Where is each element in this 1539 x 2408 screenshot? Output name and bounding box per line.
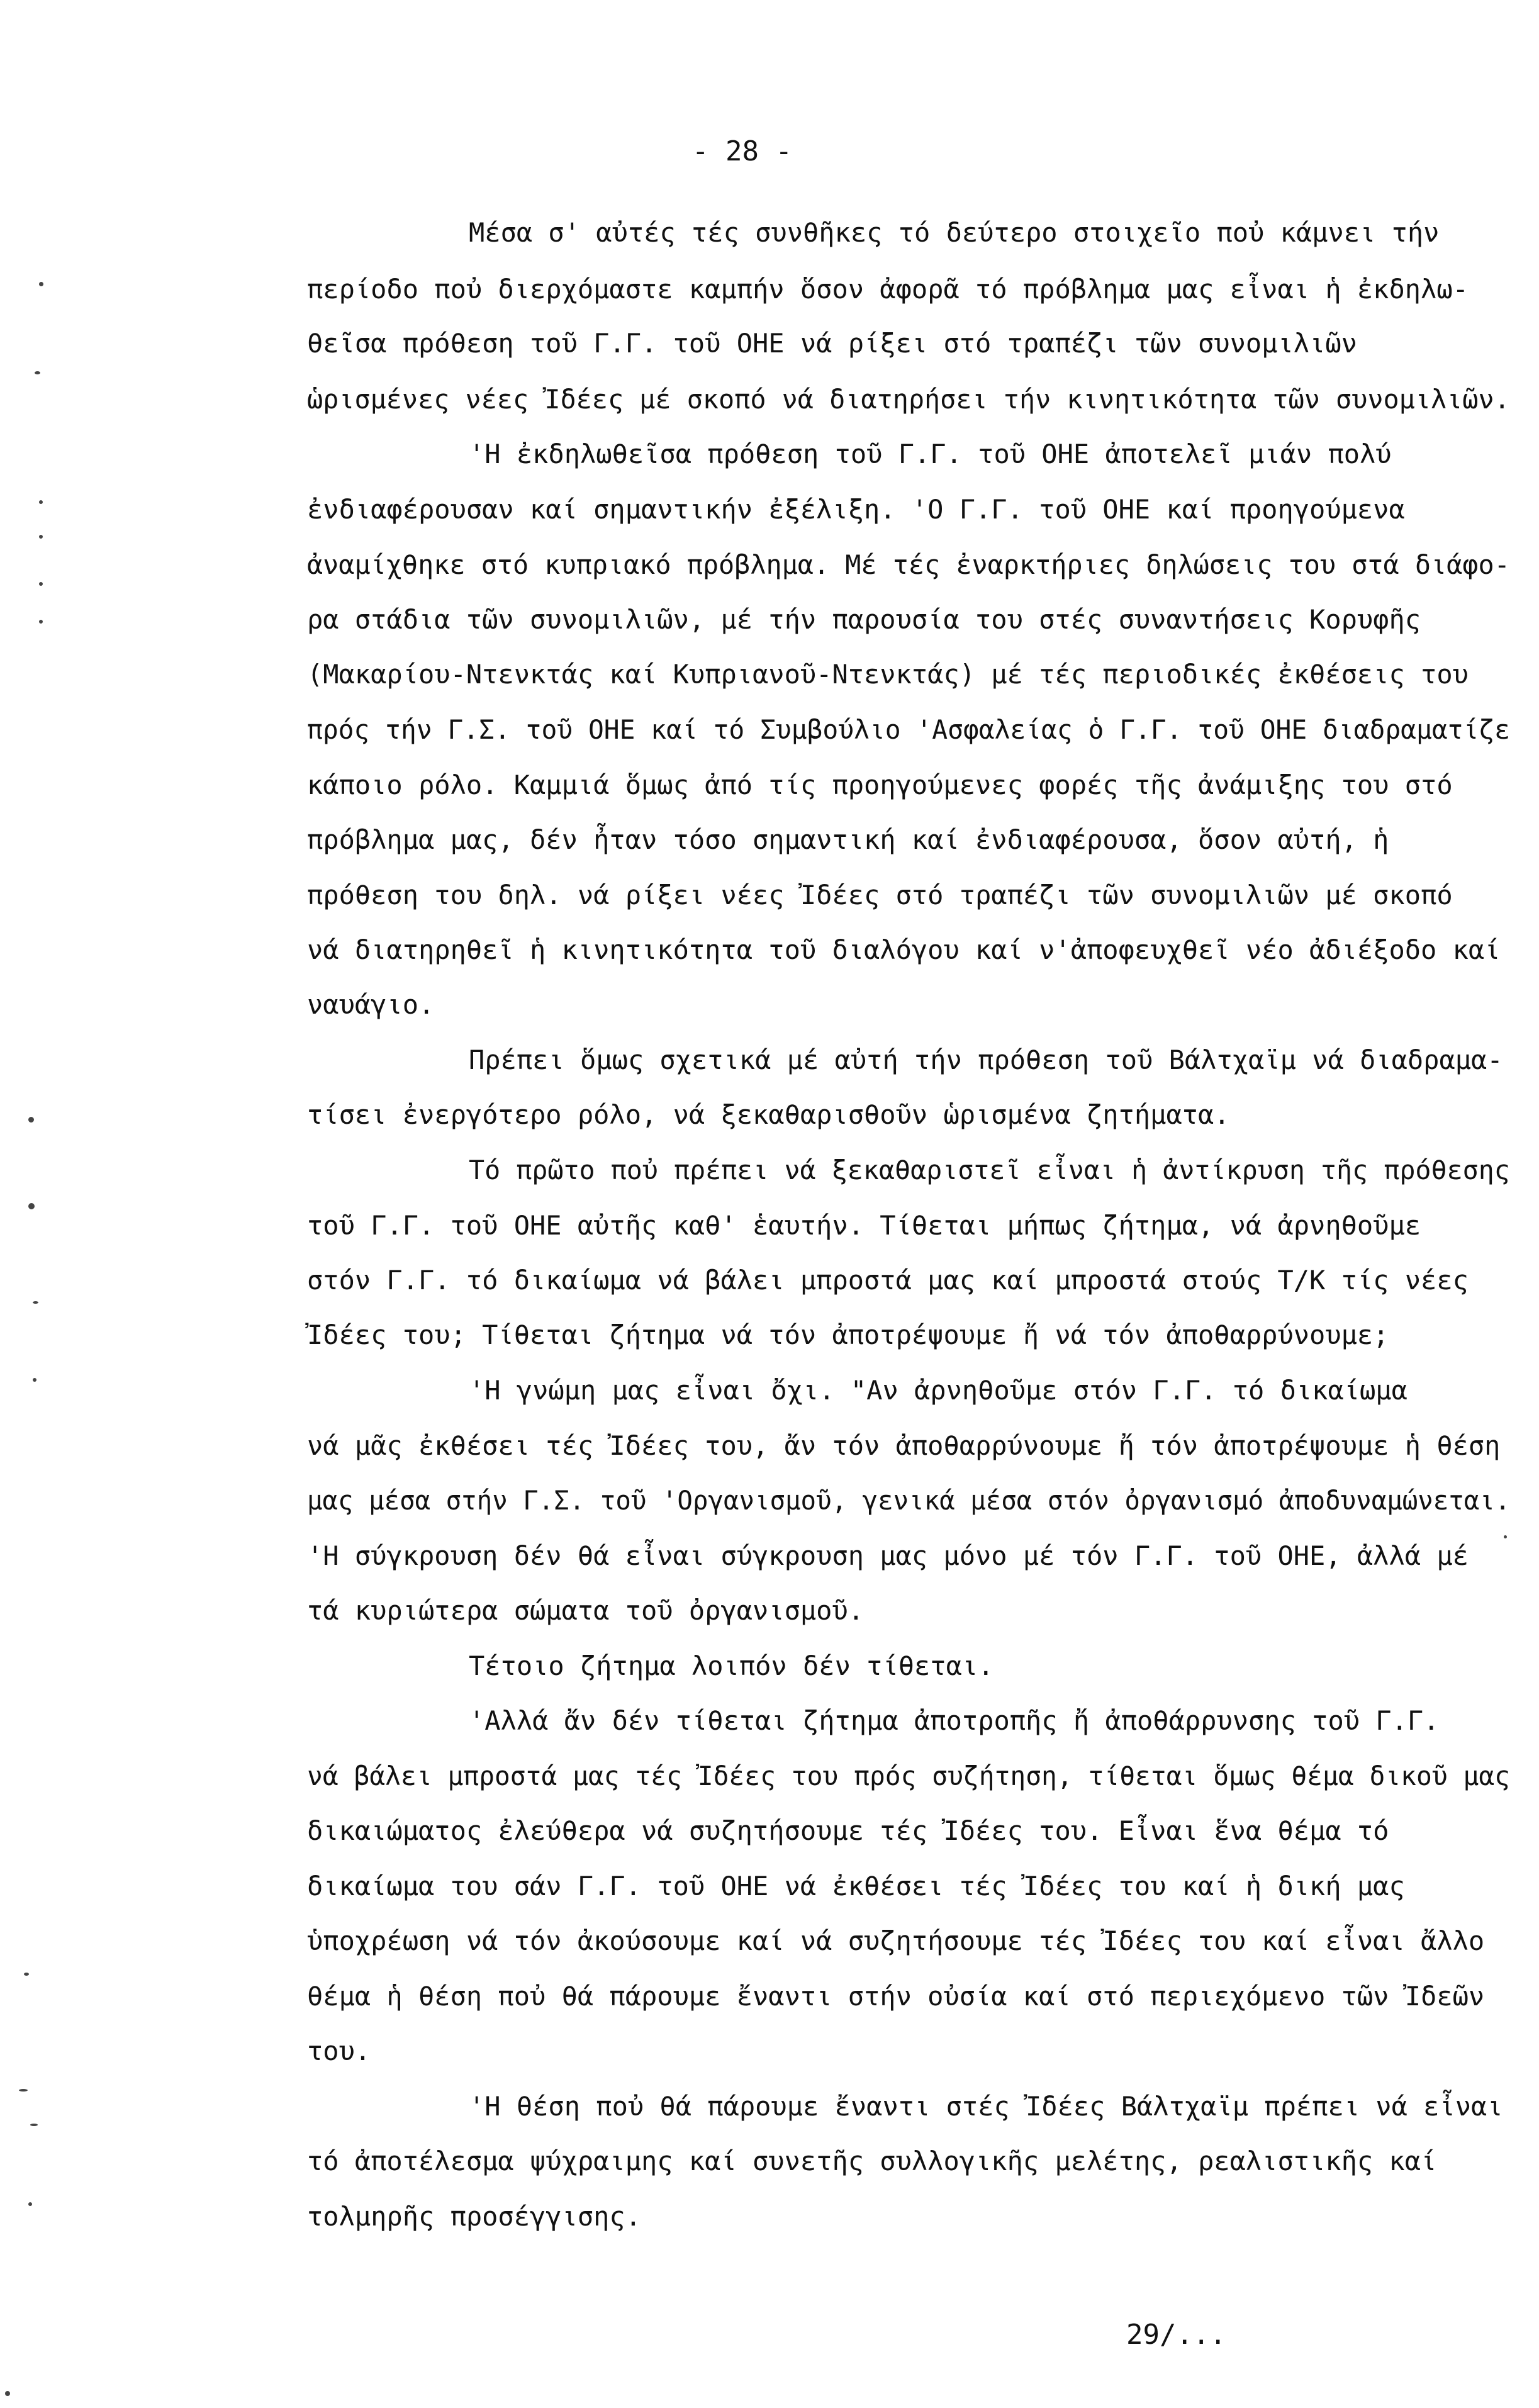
- text-line: τά κυριώτερα σώματα τοῦ ὀργανισμοῦ.: [307, 1595, 865, 1626]
- text-line: 'Αλλά ἄν δέν τίθεται ζήτημα ἀποτροπῆς ἤ ἀποθάρρυνσης τοῦ Γ.Γ.: [469, 1705, 1440, 1736]
- scan-speck: [28, 2202, 32, 2206]
- text-line: 'Η γνώμη μας εἶναι ὄχι. "Αν ἀρνηθοῦμε στόν Γ.Γ. τό δικαίωμα: [469, 1375, 1407, 1406]
- continuation-marker: 29/...: [1126, 2319, 1226, 2351]
- text-line: 'Η θέση ποὐ θά πάρουμε ἔναντι στές Ἰδέες Βάλτχαϊμ πρέπει νά εἶναι: [469, 2091, 1503, 2122]
- scan-speck: [28, 1203, 35, 1209]
- scan-speck: [5, 2391, 10, 2396]
- text-line: ναυάγιο.: [307, 989, 435, 1020]
- text-line: ὡρισμένες νέες Ἰδέες μέ σκοπό νά διατηρήσει τήν κινητικότητα τῶν συνομιλιῶν.: [307, 384, 1510, 415]
- scan-speck: [30, 2124, 38, 2126]
- text-line: πρόθεση του δηλ. νά ρίξει νέες Ἰδέες στό τραπέζι τῶν συνομιλιῶν μέ σκοπό: [307, 880, 1453, 910]
- text-line: δικαιώματος ἐλεύθερα νά συζητήσουμε τές Ἰδέες του. Εἶναι ἕνα θέμα τό: [307, 1815, 1389, 1846]
- text-line: Ἰδέες του; Τίθεται ζήτημα νά τόν ἀποτρέψουμε ἤ νά τόν ἀποθαρρύνουμε;: [307, 1319, 1389, 1350]
- text-line: ὑποχρέωση νά τόν ἀκούσουμε καί νά συζητήσουμε τές Ἰδέες του καί εἶναι ἄλλο: [307, 1925, 1485, 1956]
- text-line: ρα στάδια τῶν συνομιλιῶν, μέ τήν παρουσία του στές συναντήσεις Κορυφῆς: [307, 604, 1421, 635]
- text-line: Μέσα σ' αὐτές τές συνθῆκες τό δεύτερο στοιχεῖο ποὐ κάμνει τήν: [469, 217, 1440, 248]
- text-line: κάποιο ρόλο. Καμμιά ὅμως ἀπό τίς προηγούμενες φορές τῆς ἀνάμιξης του στό: [307, 770, 1453, 800]
- text-line: θέμα ἡ θέση ποὐ θά πάρουμε ἔναντι στήν οὐσία καί στό περιεχόμενο τῶν Ἰδεῶν: [307, 1981, 1485, 2012]
- scan-speck: [28, 1117, 34, 1123]
- scan-speck: [24, 1973, 29, 1976]
- scan-speck: [35, 371, 40, 374]
- text-line: δικαίωμα του σάν Γ.Γ. τοῦ ΟΗΕ νά ἐκθέσει τές Ἰδέες του καί ἡ δική μας: [307, 1871, 1405, 1901]
- text-line: μας μέσα στήν Γ.Σ. τοῦ 'Οργανισμοῦ, γενικά μέσα στόν ὀργανισμό ἀποδυναμώνεται.: [307, 1485, 1511, 1516]
- scan-speck: [33, 1301, 38, 1304]
- scan-speck: [39, 500, 43, 504]
- text-line: ἐνδιαφέρουσαν καί σημαντικήν ἐξέλιξη. 'Ο Γ.Γ. τοῦ ΟΗΕ καί προηγούμενα: [307, 494, 1405, 525]
- scan-speck: [39, 620, 43, 624]
- scan-speck: [39, 582, 43, 586]
- text-line: πρός τήν Γ.Σ. τοῦ ΟΗΕ καί τό Συμβούλιο 'Ασφαλείας ὁ Γ.Γ. τοῦ ΟΗΕ διαδραματίζε: [307, 714, 1510, 745]
- text-line: νά μᾶς ἐκθέσει τές Ἰδέες του, ἄν τόν ἀποθαρρύνουμε ἤ τόν ἀποτρέψουμε ἡ θέση: [307, 1430, 1501, 1461]
- text-line: Πρέπει ὅμως σχετικά μέ αὐτή τήν πρόθεση τοῦ Βάλτχαϊμ νά διαδραμα-: [469, 1044, 1503, 1075]
- text-line: (Μακαρίου-Ντενκτάς καί Κυπριανοῦ-Ντενκτάς) μέ τές περιοδικές ἐκθέσεις του: [307, 659, 1469, 690]
- text-line: Τό πρῶτο ποὐ πρέπει νά ξεκαθαριστεῖ εἶναι ἡ ἀντίκρυση τῆς πρόθεσης: [469, 1155, 1510, 1185]
- scan-speck: [39, 282, 43, 286]
- text-line: τολμηρῆς προσέγγισης.: [307, 2201, 642, 2232]
- scan-speck: [39, 535, 43, 539]
- scan-speck: [1504, 1535, 1507, 1538]
- text-line: τίσει ἐνεργότερο ρόλο, νά ξεκαθαρισθοῦν ὡρισμένα ζητήματα.: [307, 1099, 1230, 1130]
- text-line: θεῖσα πρόθεση τοῦ Γ.Γ. τοῦ ΟΗΕ νά ρίξει στό τραπέζι τῶν συνομιλιῶν: [307, 328, 1357, 359]
- scan-speck: [19, 2089, 28, 2092]
- text-line: τό ἀποτέλεσμα ψύχραιμης καί συνετῆς συλλογικῆς μελέτης, ρεαλιστικῆς καί: [307, 2146, 1437, 2176]
- text-line: του.: [307, 2036, 371, 2066]
- text-line: πρόβλημα μας, δέν ἦταν τόσο σημαντική καί ἐνδιαφέρουσα, ὅσον αὐτή, ἡ: [307, 824, 1389, 855]
- text-line: στόν Γ.Γ. τό δικαίωμα νά βάλει μπροστά μας καί μπροστά στούς Τ/Κ τίς νέες: [307, 1265, 1469, 1296]
- text-line: Τέτοιο ζήτημα λοιπόν δέν τίθεται.: [469, 1650, 994, 1681]
- scan-speck: [33, 1378, 36, 1382]
- text-line: ἀναμίχθηκε στό κυπριακό πρόβλημα. Μέ τές ἐναρκτήριες δηλώσεις του στά διάφο-: [307, 549, 1510, 580]
- text-line: 'Η σύγκρουση δέν θά εἶναι σύγκρουση μας μόνο μέ τόν Γ.Γ. τοῦ ΟΗΕ, ἀλλά μέ: [307, 1540, 1469, 1571]
- text-line: νά βάλει μπροστά μας τές Ἰδέες του πρός συζήτηση, τίθεται ὅμως θέμα δικοῦ μας: [307, 1761, 1510, 1791]
- text-line: 'Η ἐκδηλωθεῖσα πρόθεση τοῦ Γ.Γ. τοῦ ΟΗΕ ἀποτελεῖ μιάν πολύ: [469, 439, 1392, 469]
- text-line: περίοδο ποὐ διερχόμαστε καμπήν ὅσον ἀφορᾶ τό πρόβλημα μας εἶναι ἡ ἐκδηλω-: [307, 274, 1469, 305]
- page-number: - 28 -: [692, 135, 792, 167]
- text-line: τοῦ Γ.Γ. τοῦ ΟΗΕ αὐτῆς καθ' ἑαυτήν. Τίθεται μήπως ζήτημα, νά ἀρνηθοῦμε: [307, 1210, 1421, 1241]
- text-line: νά διατηρηθεῖ ἡ κινητικότητα τοῦ διαλόγου καί ν'ἀποφευχθεῖ νέο ἀδιέξοδο καί: [307, 934, 1501, 965]
